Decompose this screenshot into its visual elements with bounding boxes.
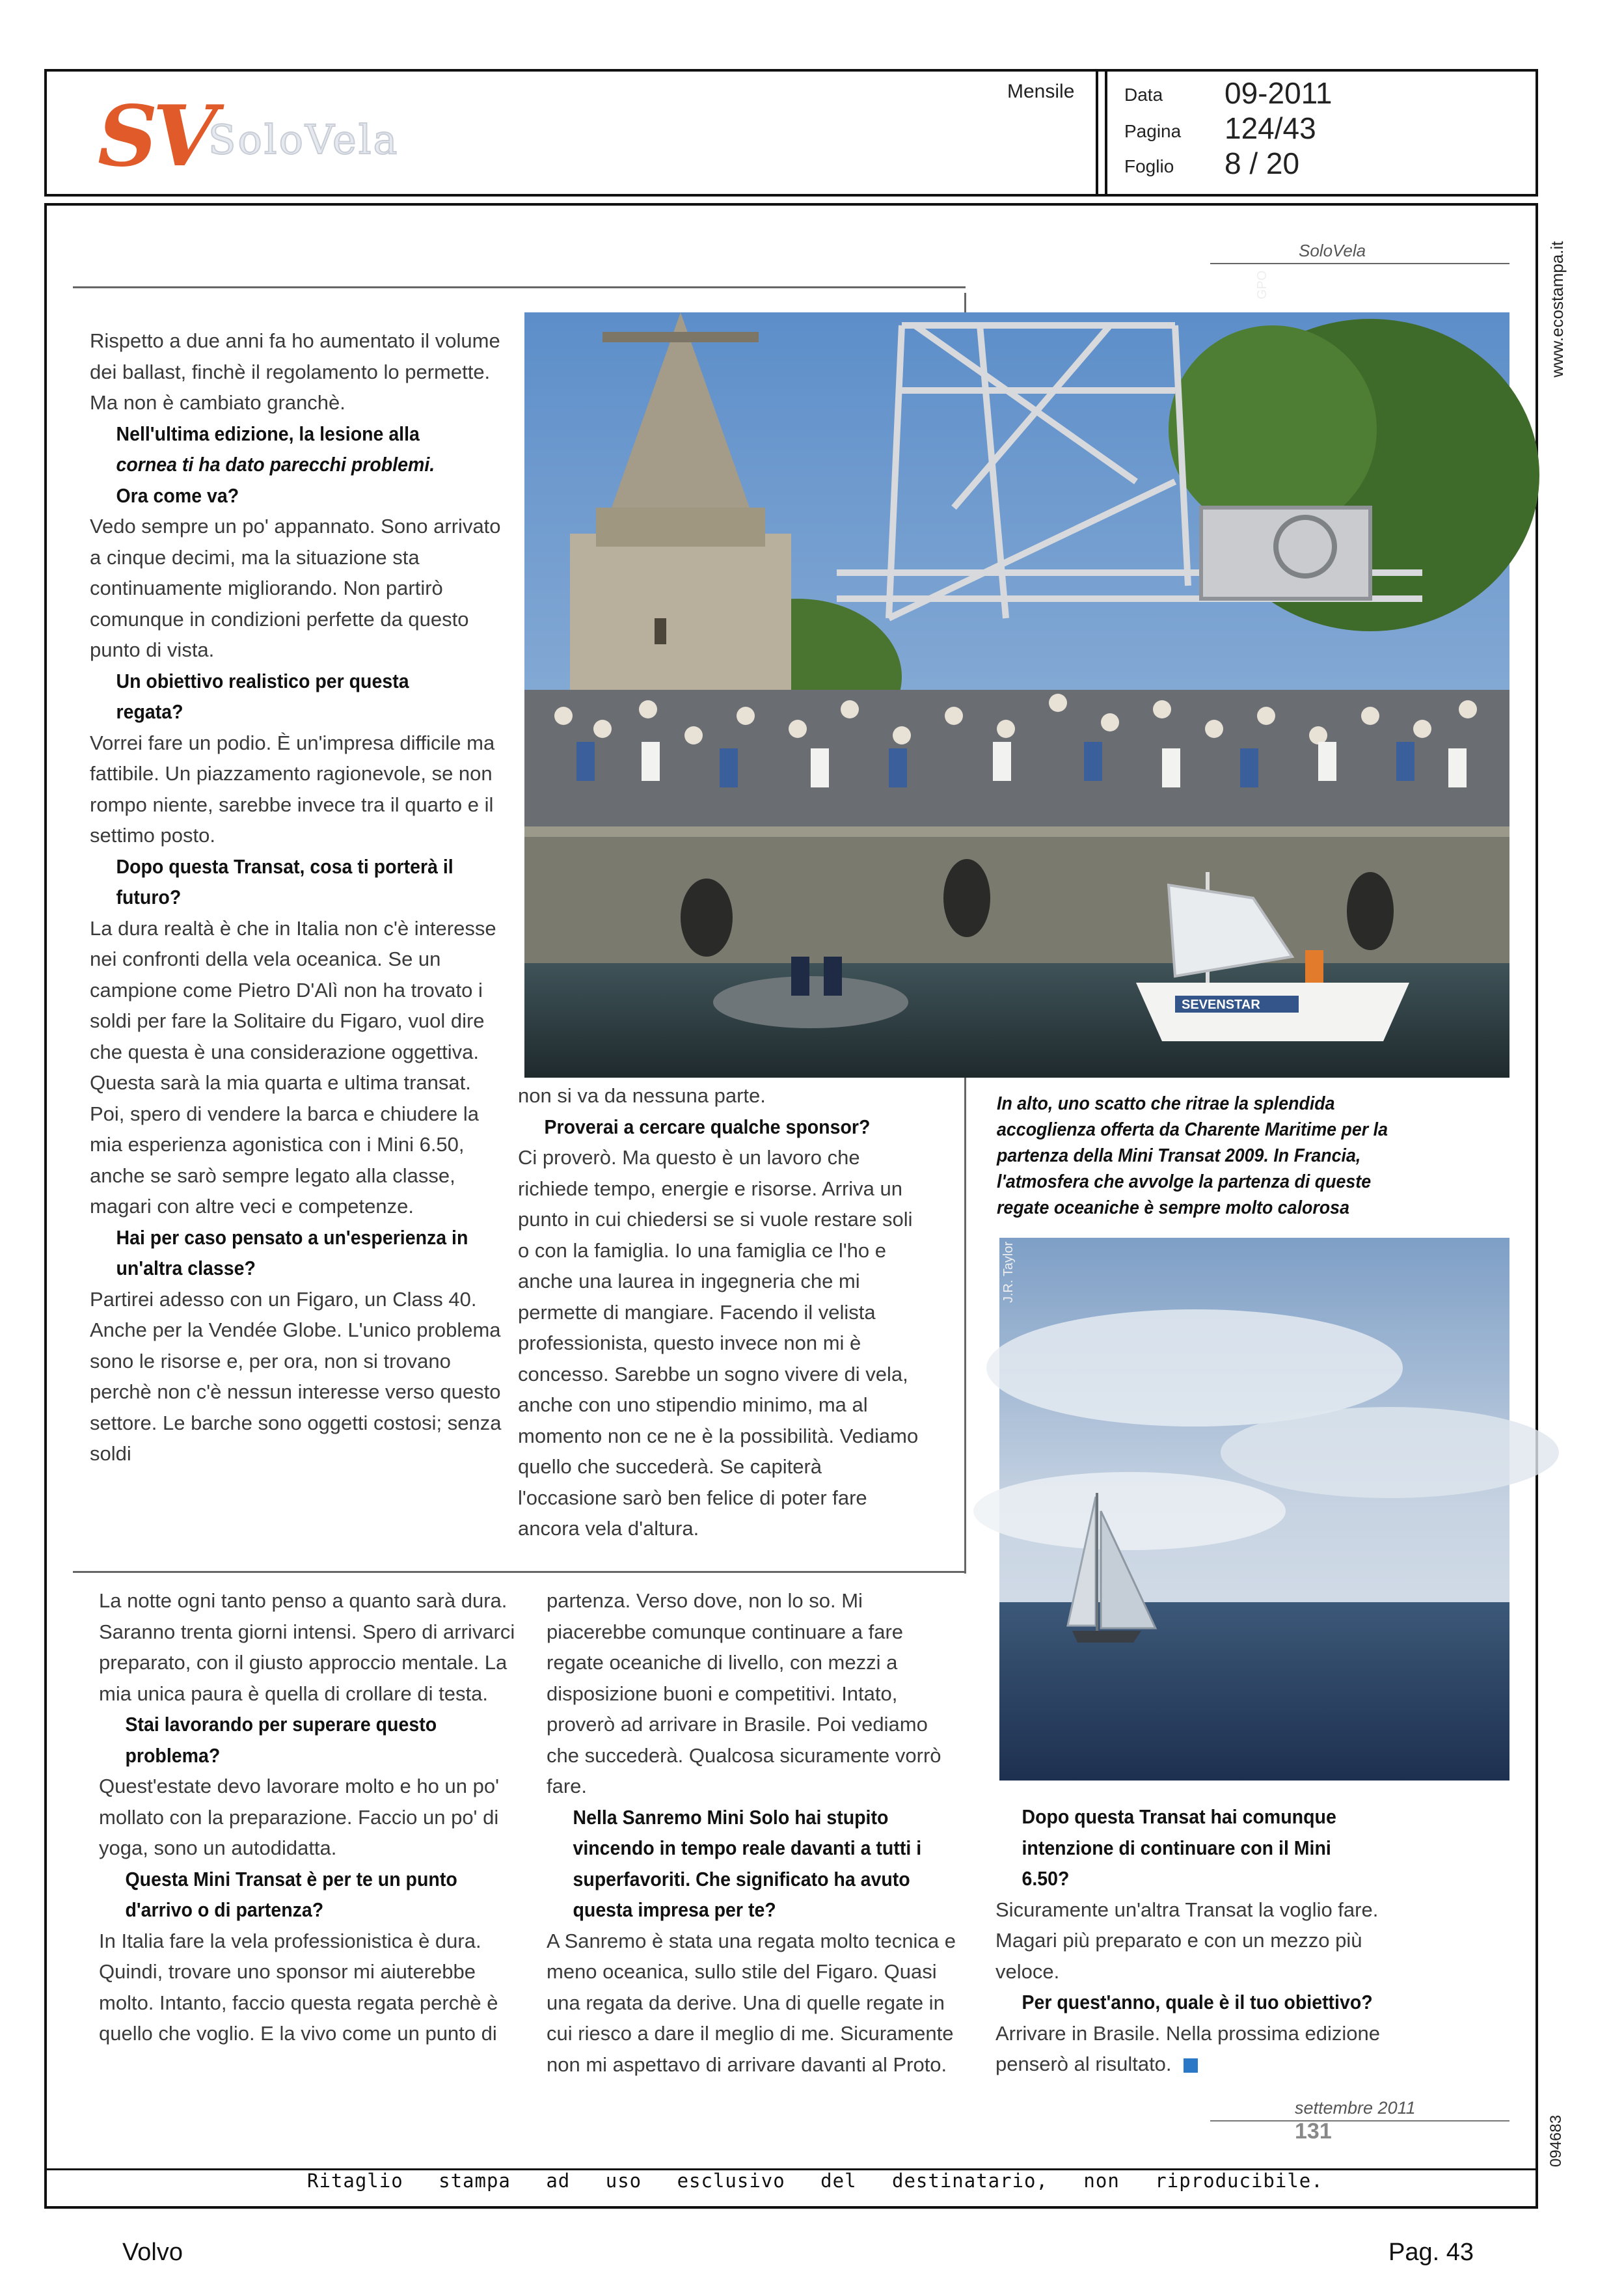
paragraph: Vedo sempre un po' appannato. Sono arrivato a cinque decimi, ma la situazione sta continuamente migliorando. Non partirò comunque in condizioni perfette da questo punto di vista. — [90, 515, 501, 661]
article-column-5 — [995, 1801, 1412, 2080]
data-value: 09-2011 — [1225, 76, 1333, 110]
boat-name-label: SEVENSTAR — [1182, 998, 1260, 1012]
header-divider — [1096, 72, 1098, 194]
question: Per quest'anno, quale è il tuo obiettivo? — [1022, 1991, 1373, 2013]
photo-caption: In alto, uno scatto che ritrae la splendida accoglienza offerta da Charente Maritime per la partenza della Mini Transat 2009. In Francia, l'atmosfera che avvolge la partenza di queste regate oceaniche è sempre molto calorosa — [997, 1093, 1388, 1218]
paragraph: La dura realtà è che in Italia non c'è interesse nei confronti della vela oceanica. Se un campione come Pietro D'Alì non ha trovato i soldi per fare la Solitaire du Figaro, vuol dire che questa è una considerazione oggettiva. Questa sarà la mia quarta e ultima transat. Poi, spero di vendere la barca e chiudere la mia esperienza agonistica con i Mini 6.50, anche se sarò sempre legato alla classe, magari con altre veci e competenze. — [90, 916, 496, 1218]
footer-page: Pag. 43 — [1388, 2239, 1474, 2266]
side-url: www.ecostampa.it — [1547, 241, 1567, 377]
page-footer-date: settembre 2011 — [1295, 2098, 1416, 2118]
logo-mark: SV — [98, 88, 212, 185]
paragraph: In Italia fare la vela professionistica è dura. Quindi, trovare uno sponsor mi aiuterebbe molto. Intanto, faccio questa regata perchè è quello che voglio. E la vivo come un punto di — [99, 1929, 498, 2045]
photo1-credit: GPO — [1255, 270, 1269, 299]
pagina-label: Pagina — [1124, 121, 1182, 141]
ritaglio-notice: Ritaglio stampa ad uso esclusivo del destinatario, non riproducibile. — [307, 2170, 1323, 2192]
question: Nell'ultima edizione, la lesione alla — [116, 422, 420, 445]
article-column-3 — [99, 1585, 515, 2049]
side-code: 094683 — [1547, 2114, 1565, 2167]
question: Hai per caso pensato a un'esperienza in un'altra classe? — [116, 1225, 468, 1279]
question: Ora come va? — [116, 484, 239, 507]
question: Nella Sanremo Mini Solo hai stupito vincendo in tempo reale davanti a tutti i superfavoriti. Che significato ha avuto questa impresa per te? — [573, 1805, 922, 1921]
paragraph: Partirei adesso con un Figaro, un Class 40. Anche per la Vendée Globe. L'unico problema sono le risorse e, per ora, non si trovano perchè non c'è nessun interesse verso questo settore. Le barche sono oggetti costosi; senza soldi — [90, 1287, 502, 1465]
article-column-1 — [90, 325, 506, 1469]
question: Un obiettivo realistico per questa regata? — [116, 669, 409, 723]
question: Dopo questa Transat hai comunque intenzione di continuare con il Mini 6.50? — [1022, 1805, 1336, 1890]
question: Proverai a cercare qualche sponsor? — [544, 1115, 871, 1138]
question: Stai lavorando per superare questo problema? — [125, 1713, 437, 1767]
paragraph: Quest'estate devo lavorare molto e ho un po' mollato con la preparazione. Faccio un po' di yoga, sono un autodidatta. — [99, 1775, 499, 1859]
harbour-photo — [524, 270, 1509, 1078]
sailboat-photo — [999, 1238, 1509, 1781]
foglio-value: 8 / 20 — [1225, 146, 1300, 180]
footer-client: Volvo — [122, 2239, 183, 2266]
data-label: Data — [1124, 85, 1163, 105]
page-number: 131 — [1295, 2119, 1332, 2144]
paragraph — [995, 2018, 1412, 2080]
box-rule-top — [73, 286, 966, 288]
paragraph: partenza. Verso dove, non lo so. Mi piacerebbe comunque continuare a fare regate oceaniche di livello, con mezzi a disposizione buoni e competitivi. Intato, proverò ad arrivare in Brasile. Poi vediamo che succederà. Qualcosa sicuramente vorrò fare. — [547, 1589, 941, 1797]
paragraph: non si va da nessuna parte. — [518, 1084, 766, 1107]
paragraph: A Sanremo è stata una regata molto tecnica e meno oceanica, sullo stile del Figaro. Quasi una regata da derive. Una di quelle regate in cui riesco a dare il meglio di me. Sicuramente non mi aspettavo di arrivare davanti al Proto. — [547, 1929, 956, 2076]
closing-paragraph: Arrivare in Brasile. Nella prossima edizione penserò al risultato. — [995, 2021, 1380, 2075]
paragraph: Ci proverò. Ma questo è un lavoro che richiede tempo, energie e risorse. Arriva un punto in cui chiedersi se si vuole restare soli o con la famiglia. Io una famiglia ce l'ho e anche una laurea in ingegneria che mi permette di mangiare. Facendo il velista professionista, questo invece non mi è concesso. Sarebbe un sogno vivere di vela, anche con uno stipendio minimo, ma al momento non ce ne è la possibilità. Vediamo quello che succederà. Se capiterà l'occasione sarò ben felice di poter fare ancora vela d'altura. — [518, 1146, 919, 1540]
header-divider — [1105, 72, 1107, 194]
paragraph: Sicuramente un'altra Transat la voglio fare. Magari più preparato e con un mezzo più veloce. — [995, 1898, 1379, 1983]
running-head: SoloVela — [1299, 241, 1366, 260]
paragraph: Rispetto a due anni fa ho aumentato il volume dei ballast, finchè il regolamento lo permette. Ma non è cambiato granchè. — [90, 329, 500, 414]
box-rule-bottom — [73, 1571, 966, 1573]
question: Dopo questa Transat, cosa ti porterà il futuro? — [116, 854, 453, 908]
solovela-logo — [98, 88, 399, 185]
paragraph: Vorrei fare un podio. È un'impresa difficile ma fattibile. Un piazzamento ragionevole, se non rompo niente, sarebbe invece tra il quarto e il settimo posto. — [90, 731, 495, 847]
running-head-rule — [1210, 263, 1509, 264]
end-square-icon — [1184, 2058, 1198, 2073]
article-column-4 — [547, 1585, 963, 2080]
logo-text: SoloVela — [208, 116, 399, 163]
question: Questa Mini Transat è per te un punto d'arrivo o di partenza? — [125, 1867, 457, 1921]
question: cornea ti ha dato parecchi problemi. — [116, 453, 435, 476]
photo2-credit: J.R. Taylor — [1001, 1241, 1016, 1303]
page-footer-rule — [1210, 2120, 1509, 2122]
article-column-2 — [518, 1080, 921, 1544]
foglio-label: Foglio — [1124, 156, 1174, 176]
periodicity-label: Mensile — [1007, 81, 1075, 102]
paragraph: La notte ogni tanto penso a quanto sarà dura. Saranno trenta giorni intensi. Spero di arrivarci preparato, con il giusto approccio mentale. La mia unica paura è quella di crollare di testa. — [99, 1589, 515, 1705]
clipping-header — [44, 69, 1538, 197]
pagina-value: 124/43 — [1225, 111, 1316, 145]
